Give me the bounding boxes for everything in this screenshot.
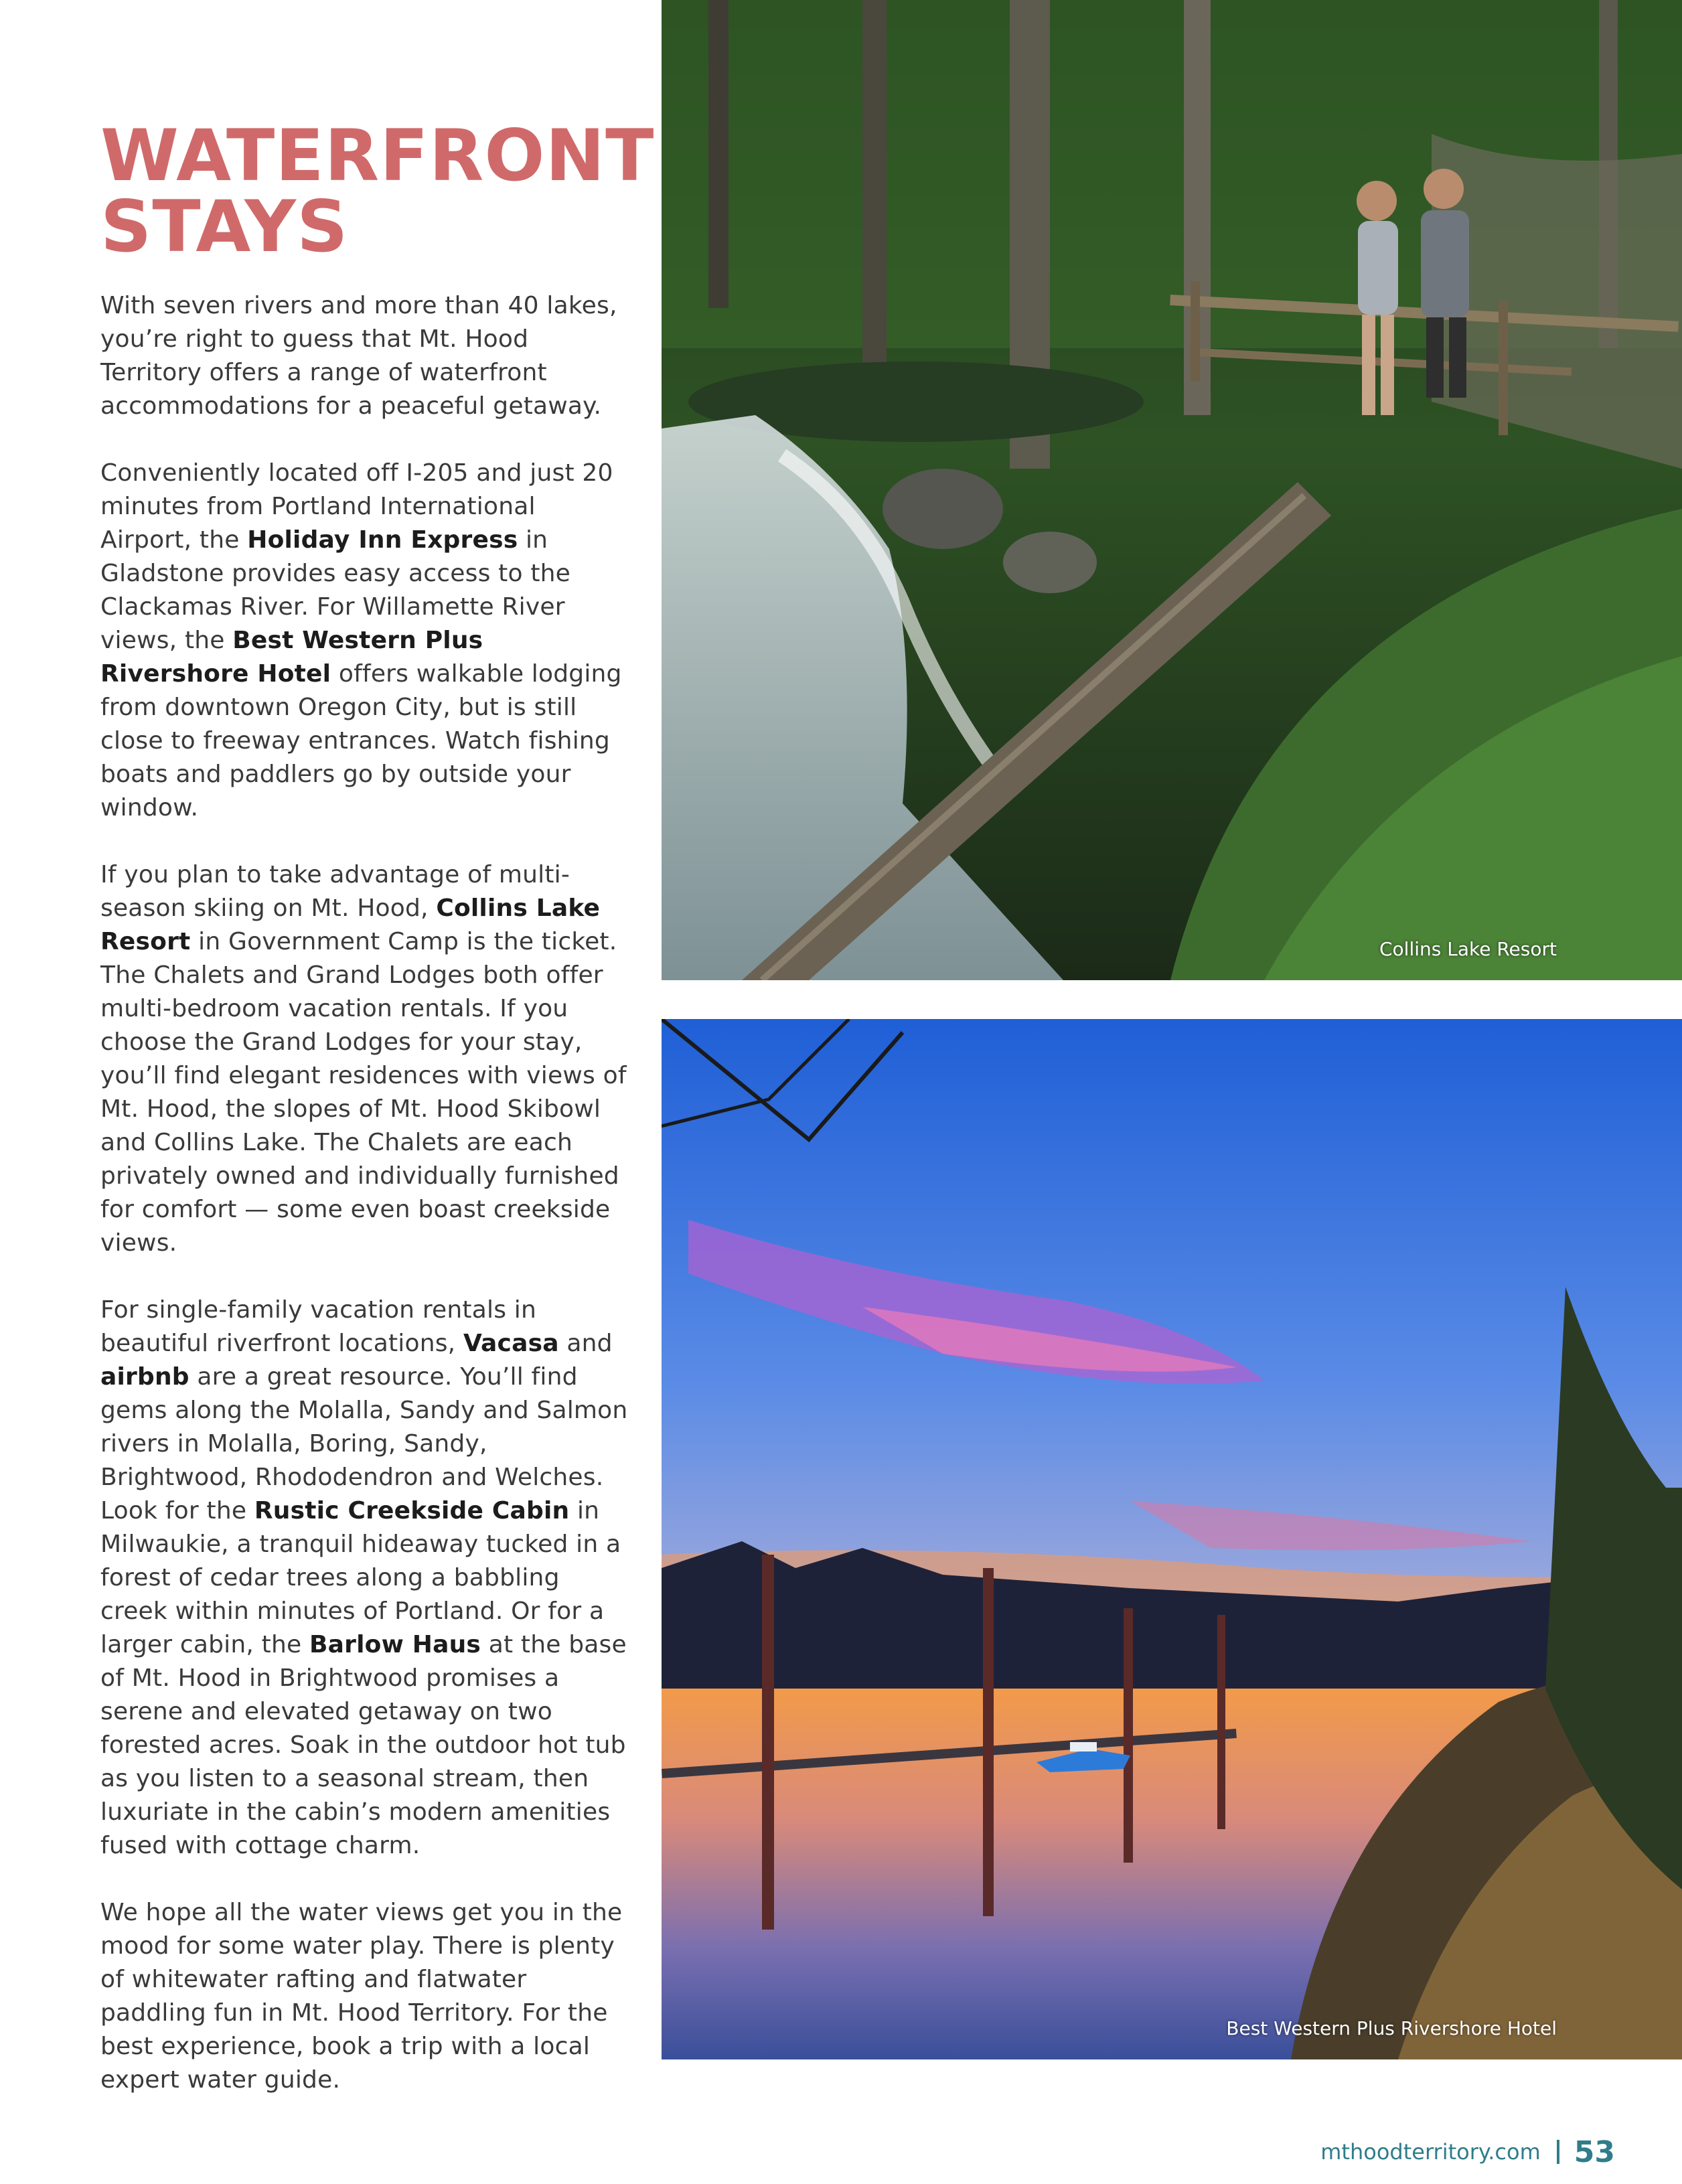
paragraph-text: With seven rivers and more than 40 lakes, you’re right to guess that Mt. Hood Territory offers a range of waterfront accommodations for a peaceful getaway. [100, 292, 617, 420]
page-footer [1320, 2132, 1615, 2172]
title-line-2: STAYS [100, 185, 349, 268]
paragraph-text: and [558, 1330, 613, 1357]
top-photo-caption: Collins Lake Resort [1379, 938, 1557, 960]
paragraph-text: For single-family vacation rentals in beautiful riverfront locations, [100, 1296, 537, 1357]
rivershore-hotel-photo [662, 1019, 1682, 2059]
business-name: Rustic Creekside Cabin [254, 1497, 570, 1525]
page-number: 53 [1574, 2134, 1615, 2169]
business-name: Best Western Plus Rivershore Hotel [100, 627, 483, 688]
title-line-1: WATERFRONT [100, 114, 655, 197]
article-paragraph [100, 1896, 629, 2097]
paragraph-text: offers walkable lodging from downtown Oregon City, but is still close to freeway entrances. Watch fishing boats and paddlers go by outside your window. [100, 660, 622, 822]
bottom-photo-caption: Best Western Plus Rivershore Hotel [1226, 2017, 1557, 2039]
business-name: Holiday Inn Express [247, 526, 518, 554]
article-paragraph [100, 1294, 629, 1863]
article-column [100, 114, 655, 2130]
article-paragraph [100, 858, 629, 1260]
article-title [100, 114, 655, 268]
sunset-river-image [662, 1019, 1682, 2059]
business-name: Barlow Haus [309, 1631, 481, 1658]
paragraph-text: Conveniently located off I-205 and just 20 minutes from Portland International Airport, the [100, 459, 613, 554]
paragraph-text: at the base of Mt. Hood in Brightwood promises a serene and elevated getaway on two forested acres. Soak in the outdoor hot tub as you listen to a seasonal stream, then luxuriate in the cabin’s modern amenities fused with cottage charm. [100, 1631, 627, 1859]
business-name: airbnb [100, 1363, 189, 1391]
business-name: Collins Lake Resort [100, 894, 601, 955]
paragraph-text: in Milwaukie, a tranquil hideaway tucked in a forest of cedar trees along a babbling creek within minutes of Portland. Or for a larger cabin, the [100, 1497, 621, 1658]
paragraph-text: If you plan to take advantage of multi-season skiing on Mt. Hood, [100, 861, 570, 922]
paragraph-text: in Government Camp is the ticket. The Chalets and Grand Lodges both offer multi-bedroom vacation rentals. If you choose the Grand Lodges for your stay, you’ll find elegant residences with views of Mt. Hood, the slopes of Mt. Hood Skibowl and Collins Lake. The Chalets are each privately owned and individually furnished for comfort — some even boast creekside views. [100, 928, 627, 1257]
footer-divider [1557, 2140, 1559, 2164]
paragraph-text: in Gladstone provides easy access to the Clackamas River. For Willamette River views, the [100, 526, 571, 654]
forest-creek-image [662, 0, 1682, 980]
business-name: Vacasa [463, 1330, 559, 1357]
article-paragraph [100, 289, 629, 423]
footer-url[interactable]: mthoodterritory.com [1320, 2139, 1541, 2165]
article-body [100, 289, 629, 2097]
article-paragraph [100, 457, 629, 825]
paragraph-text: are a great resource. You’ll find gems along the Molalla, Sandy and Salmon rivers in Molalla, Boring, Sandy, Brightwood, Rhododendron and Welches. Look for the [100, 1363, 628, 1525]
collins-lake-photo [662, 0, 1682, 980]
paragraph-text: We hope all the water views get you in the mood for some water play. There is plenty of whitewater rafting and flatwater paddling fun in Mt. Hood Territory. For the best experience, book a trip with a local expert water guide. [100, 1899, 623, 2094]
